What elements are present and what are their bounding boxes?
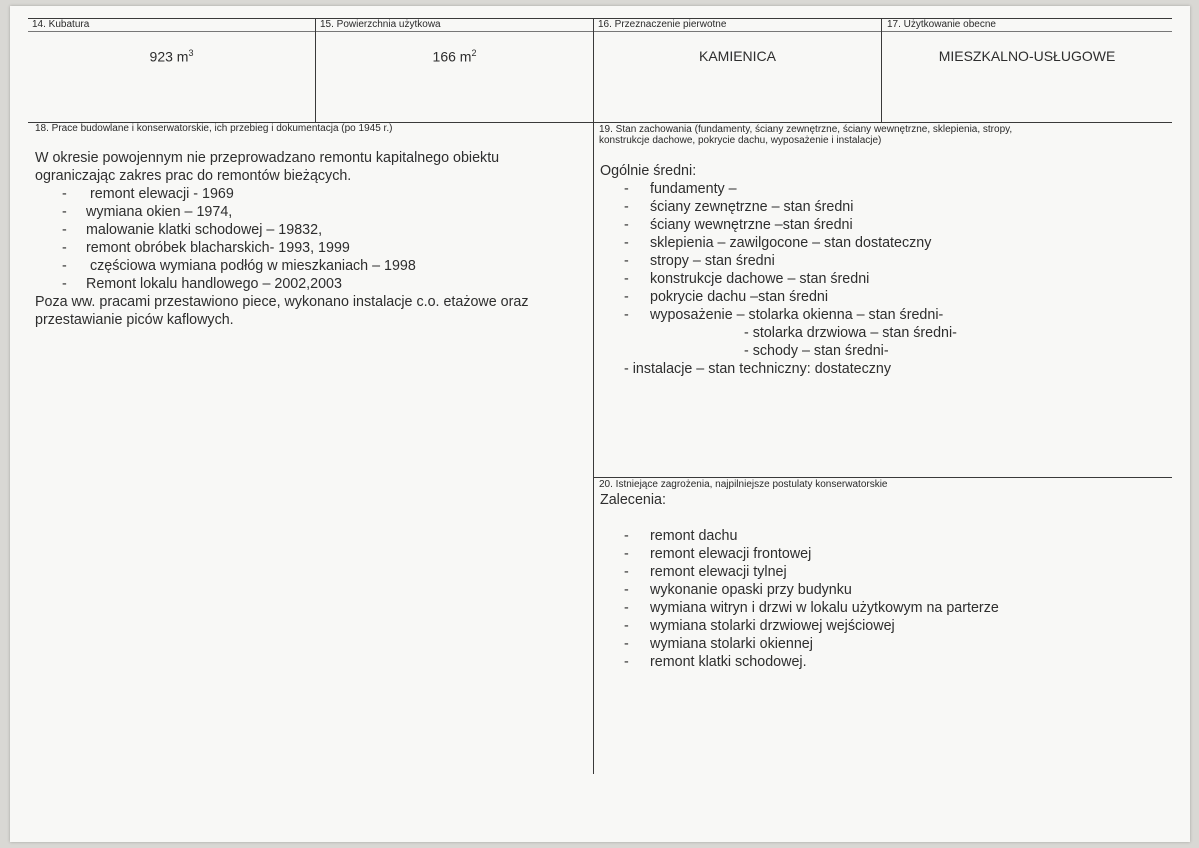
section-20-heading: Zalecenia:	[600, 492, 666, 508]
col-divider-3	[881, 18, 882, 122]
list-item: - wymiana stolarki drzwiowej wejściowej	[624, 618, 895, 634]
list-item: - wymiana okien – 1974,	[62, 204, 233, 220]
list-item-last: - instalacje – stan techniczny: dostateczny	[624, 361, 892, 377]
list-item: - wyposażenie – stolarka okienna – stan średni-	[624, 307, 944, 323]
intro-line: W okresie powojennym nie przeprowadzano remontu kapitalnego obiektu	[35, 150, 500, 166]
section-19-heading: Ogólnie średni:	[600, 163, 697, 179]
field-14-label: 14. Kubatura	[32, 19, 90, 30]
list-item: - pokrycie dachu –stan średni	[624, 289, 829, 305]
sub-item: - schody – stan średni-	[744, 343, 889, 359]
field-14-value: 923 $m^3$	[149, 48, 194, 65]
section-18-label: 18. Prace budowlane i konserwatorskie, ich przebieg i dokumentacja (po 1945 r.)	[35, 123, 393, 134]
field-16-value: KAMIENICA	[698, 48, 776, 64]
list-item: - konstrukcje dachowe – stan średni	[624, 271, 870, 287]
field-15-label: 15. Powierzchnia użytkowa	[320, 19, 441, 30]
col-divider-1	[315, 18, 316, 122]
row-divider-2	[593, 477, 1172, 478]
field-15-value: 166 $m^2$	[432, 48, 477, 65]
list-item: - remont elewacji frontowej	[624, 546, 812, 562]
list-item: - wykonanie opaski przy budynku	[624, 582, 852, 598]
list-item: - ściany wewnętrzne –stan średni	[624, 217, 853, 233]
list-item: - remont elewacji - 1969	[62, 186, 234, 202]
header-row-bottom	[28, 31, 1172, 32]
list-item: - sklepienia – zawilgocone – stan dostateczny	[624, 235, 932, 251]
outro-line: Poza ww. pracami przestawiono piece, wykonano instalacje c.o. etażowe oraz	[35, 294, 529, 310]
section-20-label: 20. Istniejące zagrożenia, najpilniejsze postulaty konserwatorskie	[599, 479, 888, 490]
list-item: - remont dachu	[624, 528, 738, 544]
list-item: - fundamenty –	[624, 181, 737, 197]
record-card	[10, 6, 1190, 842]
section-20-body	[600, 491, 999, 671]
list-item: - stropy – stan średni	[624, 253, 775, 269]
col-divider-2	[593, 18, 594, 774]
list-item: - wymiana stolarki okiennej	[624, 636, 813, 652]
field-17-value: MIESZKALNO-USŁUGOWE	[938, 48, 1116, 64]
list-item: - remont obróbek blacharskich- 1993, 1999	[62, 240, 350, 256]
list-item: - częściowa wymiana podłóg w mieszkaniach – 1998	[62, 258, 416, 274]
sub-item: - stolarka drzwiowa – stan średni-	[744, 325, 957, 341]
section-18-body	[35, 149, 529, 329]
list-item: - Remont lokalu handlowego – 2002,2003	[62, 276, 342, 292]
list-item: - remont klatki schodowej.	[624, 654, 807, 670]
outro-line: przestawianie piców kaflowych.	[35, 312, 234, 328]
list-item: - ściany zewnętrzne – stan średni	[624, 199, 854, 215]
list-item: - remont elewacji tylnej	[624, 564, 787, 580]
field-16-label: 16. Przeznaczenie pierwotne	[598, 19, 727, 30]
list-item: - wymiana witryn i drzwi w lokalu użytkowym na parterze	[624, 600, 999, 616]
list-item: - malowanie klatki schodowej – 19832,	[62, 222, 323, 238]
section-19-label: 19. Stan zachowania (fundamenty, ściany zewnętrzne, ściany wewnętrzne, sklepienia, stropy, konstrukcje dachowe, pokrycie dachu, wyposażenie i instalacje)	[599, 124, 1013, 146]
field-17-label: 17. Użytkowanie obecne	[887, 19, 996, 30]
intro-line: ograniczając zakres prac do remontów bieżących.	[35, 168, 352, 184]
section-19-body	[600, 162, 957, 378]
